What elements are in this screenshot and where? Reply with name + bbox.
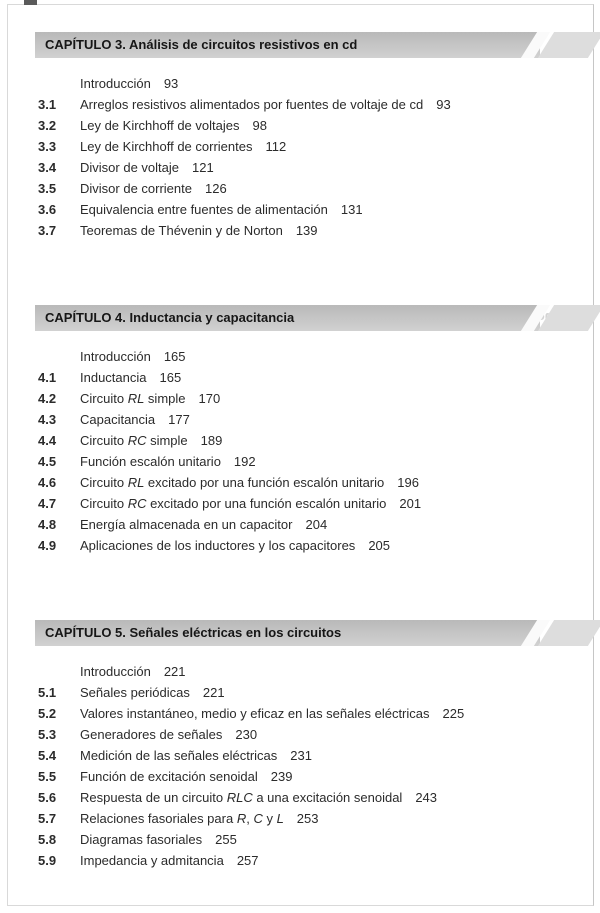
entry-text: Señales periódicas xyxy=(80,685,190,700)
chapter-header-bar xyxy=(35,305,540,331)
toc-entry xyxy=(35,724,575,745)
entry-list xyxy=(35,661,575,871)
entry-text: Generadores de señales xyxy=(80,727,223,742)
entry-page: 93 xyxy=(436,97,451,112)
toc-entry xyxy=(35,703,575,724)
toc-section xyxy=(35,305,575,556)
entry-text: Introducción xyxy=(80,349,151,364)
entry-page: 170 xyxy=(198,391,221,406)
toc-entry xyxy=(35,346,575,367)
toc-entry xyxy=(35,367,575,388)
entry-text: Teoremas de Thévenin y de Norton xyxy=(80,223,283,238)
entry-list xyxy=(35,346,575,556)
entry-number: 5.3 xyxy=(38,727,57,742)
toc-section xyxy=(35,32,575,241)
entry-page: 165 xyxy=(159,370,182,385)
entry-page: 257 xyxy=(236,853,259,868)
toc-entry xyxy=(35,493,575,514)
entry-page: 165 xyxy=(163,349,186,364)
toc-entry xyxy=(35,451,575,472)
entry-page: 253 xyxy=(296,811,319,826)
entry-page: 196 xyxy=(397,475,419,490)
entry-text: Circuito RC excitado por una función escalón unitario xyxy=(80,496,387,511)
entry-number: 3.7 xyxy=(38,223,57,238)
entry-page: 239 xyxy=(270,769,293,784)
entry-text: Medición de las señales eléctricas xyxy=(80,748,278,763)
entry-page: 139 xyxy=(295,223,318,238)
entry-page: 177 xyxy=(168,412,190,427)
entry-text: Circuito RC simple xyxy=(80,433,188,448)
chapter-title: CAPÍTULO 5. Señales eléctricas en los circuitos xyxy=(45,625,342,640)
entry-text: Relaciones fasoriales para R, C y L xyxy=(80,811,284,826)
toc xyxy=(35,32,575,871)
entry-number: 5.5 xyxy=(38,769,57,784)
entry-number: 4.7 xyxy=(38,496,57,511)
toc-entry xyxy=(35,535,575,556)
toc-entry xyxy=(35,73,575,94)
entry-page: 93 xyxy=(163,76,179,91)
toc-entry xyxy=(35,136,575,157)
entry-text: Energía almacenada en un capacitor xyxy=(80,517,293,532)
toc-entry xyxy=(35,850,575,871)
entry-page: 221 xyxy=(163,664,186,679)
chapter-title: CAPÍTULO 4. Inductancia y capacitancia xyxy=(45,310,295,325)
toc-entry xyxy=(35,787,575,808)
entry-page: 126 xyxy=(205,181,227,196)
toc-entry xyxy=(35,178,575,199)
toc-entry xyxy=(35,157,575,178)
entry-page: 221 xyxy=(202,685,225,700)
toc-entry xyxy=(35,220,575,241)
entry-text: Circuito RL excitado por una función escalón unitario xyxy=(80,475,385,490)
toc-entry xyxy=(35,661,575,682)
entry-number: 3.1 xyxy=(38,97,57,112)
entry-text: Divisor de voltaje xyxy=(80,160,179,175)
entry-number: 4.5 xyxy=(38,454,57,469)
entry-text: Diagramas fasoriales xyxy=(80,832,203,847)
entry-text: Ley de Kirchhoff de voltajes xyxy=(80,118,240,133)
entry-number: 5.4 xyxy=(38,748,57,763)
entry-text: Circuito RL simple xyxy=(80,391,186,406)
entry-text: Capacitancia xyxy=(80,412,156,427)
toc-entry xyxy=(35,514,575,535)
toc-entry xyxy=(35,94,575,115)
entry-page: 204 xyxy=(305,517,328,532)
entry-number: 5.2 xyxy=(38,706,57,721)
toc-entry xyxy=(35,430,575,451)
toc-entry xyxy=(35,682,575,703)
entry-number: 3.2 xyxy=(38,118,57,133)
toc-entry xyxy=(35,115,575,136)
entry-text: Valores instantáneo, medio y eficaz en las señales eléctricas xyxy=(80,706,430,721)
entry-text: Función escalón unitario xyxy=(80,454,221,469)
entry-text: Respuesta de un circuito RLC a una excitación senoidal xyxy=(80,790,403,805)
toc-entry xyxy=(35,808,575,829)
entry-text: Ley de Kirchhoff de corrientes xyxy=(80,139,253,154)
entry-text: Inductancia xyxy=(80,370,147,385)
entry-number: 4.3 xyxy=(38,412,57,427)
toc-entry xyxy=(35,472,575,493)
entry-number: 3.4 xyxy=(38,160,57,175)
entry-page: 205 xyxy=(368,538,391,553)
entry-number: 5.6 xyxy=(38,790,57,805)
entry-page: 243 xyxy=(415,790,438,805)
entry-list xyxy=(35,73,575,241)
entry-text: Divisor de corriente xyxy=(80,181,192,196)
entry-page: 131 xyxy=(340,202,363,217)
entry-page: 231 xyxy=(290,748,312,763)
entry-number: 4.4 xyxy=(38,433,57,448)
entry-page: 192 xyxy=(233,454,256,469)
entry-page: 230 xyxy=(235,727,258,742)
chapter-title: CAPÍTULO 3. Análisis de circuitos resistivos en cd xyxy=(45,37,358,52)
entry-number: 4.2 xyxy=(38,391,57,406)
toc-entry xyxy=(35,745,575,766)
toc-entry xyxy=(35,766,575,787)
entry-page: 225 xyxy=(442,706,465,721)
toc-entry xyxy=(35,829,575,850)
entry-page: 112 xyxy=(265,139,287,154)
chapter-header-bar xyxy=(35,32,540,58)
entry-text: Equivalencia entre fuentes de alimentación xyxy=(80,202,328,217)
entry-page: 98 xyxy=(252,118,267,133)
entry-text: Introducción xyxy=(80,76,151,91)
entry-page: 189 xyxy=(200,433,223,448)
entry-number: 5.9 xyxy=(38,853,57,868)
entry-number: 4.1 xyxy=(38,370,57,385)
entry-number: 3.5 xyxy=(38,181,57,196)
entry-page: 201 xyxy=(399,496,422,511)
entry-number: 4.9 xyxy=(38,538,57,553)
toc-entry xyxy=(35,199,575,220)
entry-number: 5.1 xyxy=(38,685,57,700)
entry-number: 3.3 xyxy=(38,139,57,154)
toc-entry xyxy=(35,409,575,430)
entry-number: 5.8 xyxy=(38,832,57,847)
entry-number: 4.8 xyxy=(38,517,57,532)
chapter-header-bar xyxy=(35,620,540,646)
entry-page: 121 xyxy=(192,160,214,175)
entry-text: Aplicaciones de los inductores y los capacitores xyxy=(80,538,356,553)
scan-artifact xyxy=(24,0,37,5)
toc-section xyxy=(35,620,575,871)
entry-text: Introducción xyxy=(80,664,151,679)
entry-page: 255 xyxy=(215,832,237,847)
toc-entry xyxy=(35,388,575,409)
entry-text: Arreglos resistivos alimentados por fuentes de voltaje de cd xyxy=(80,97,424,112)
entry-text: Impedancia y admitancia xyxy=(80,853,224,868)
entry-number: 5.7 xyxy=(38,811,57,826)
entry-number: 4.6 xyxy=(38,475,57,490)
entry-number: 3.6 xyxy=(38,202,57,217)
entry-text: Función de excitación senoidal xyxy=(80,769,258,784)
